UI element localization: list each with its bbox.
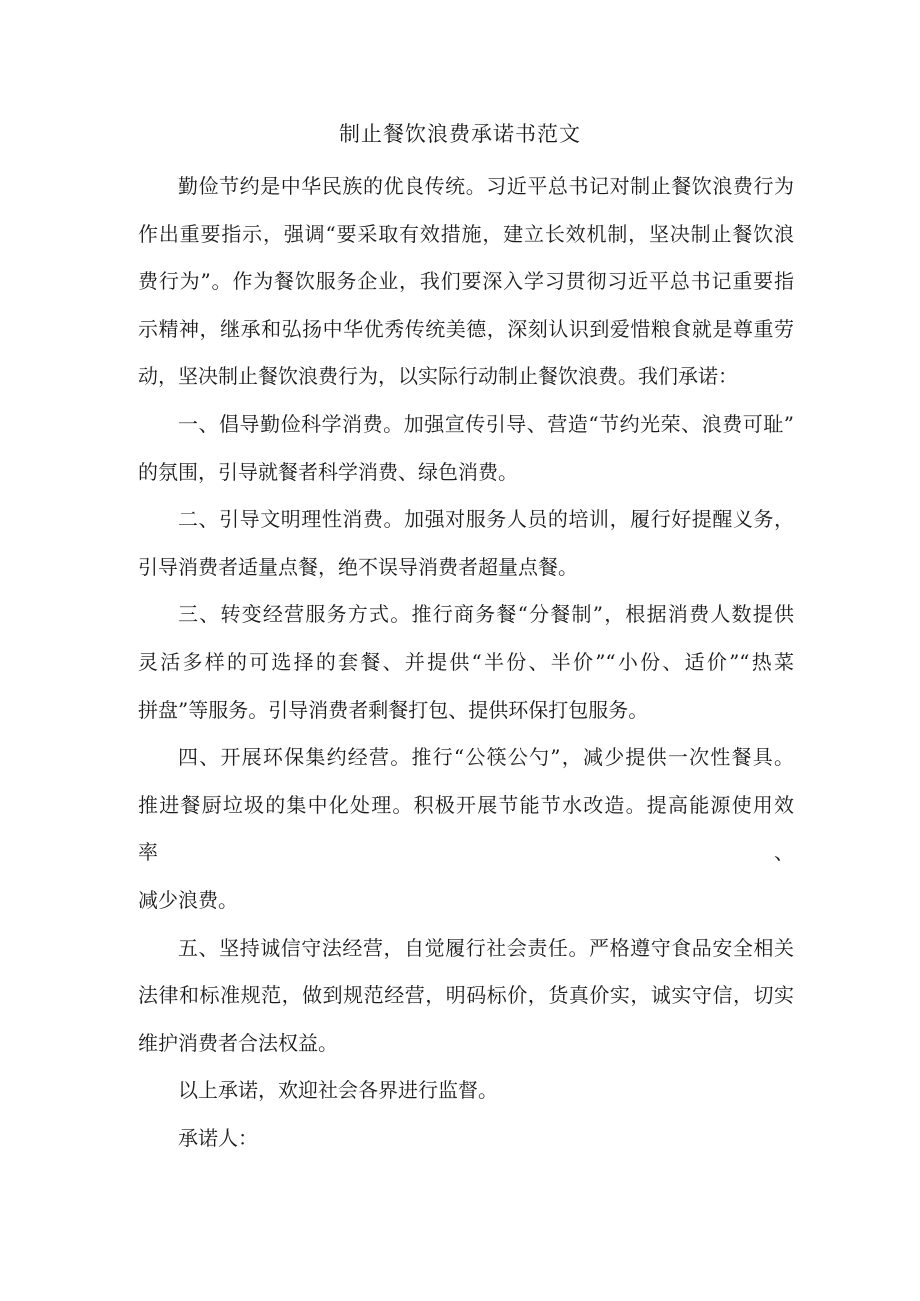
text-line: 拼盘”等服务。引导消费者剩餐打包、提供环保打包服务。 bbox=[138, 697, 649, 722]
text-line: 维护消费者合法权益。 bbox=[138, 1030, 338, 1055]
text-line: 推进餐厨垃圾的集中化处理。积极开展节能节水改造。提高能源使用效率、 bbox=[138, 792, 794, 865]
text-line: 二、引导文明理性消费。加强对服务人员的培训，履行好提醒义务， bbox=[178, 507, 794, 532]
text-line: 的氛围，引导就餐者科学消费、绿色消费。 bbox=[138, 459, 518, 484]
paragraph-item-2 bbox=[138, 496, 794, 591]
text-line: 灵活多样的可选择的套餐、并提供“半份、半价”“小份、适价”“热菜 bbox=[138, 649, 794, 674]
text-line: 法律和标准规范，做到规范经营，明码标价，货真价实，诚实守信，切实 bbox=[138, 983, 794, 1008]
paragraph-item-1 bbox=[138, 401, 794, 496]
text-line: 动，坚决制止餐饮浪费行为，以实际行动制止餐饮浪费。我们承诺： bbox=[138, 364, 738, 389]
text-line: 四、开展环保集约经营。推行“公筷公勺”，减少提供一次性餐具。 bbox=[178, 745, 794, 770]
text-line: 一、倡导勤俭科学消费。加强宣传引导、营造“节约光荣、浪费可耻” bbox=[178, 411, 794, 436]
text-line: 五、坚持诚信守法经营，自觉履行社会责任。严格遵守食品安全相关 bbox=[178, 935, 794, 960]
paragraph-intro bbox=[138, 163, 794, 401]
text-line: 引导消费者适量点餐，绝不误导消费者超量点餐。 bbox=[138, 554, 578, 579]
text-line: 三、转变经营服务方式。推行商务餐“分餐制”，根据消费人数提供 bbox=[178, 602, 794, 627]
text-line: 费行为”。作为餐饮服务企业，我们要深入学习贯彻习近平总书记重要指 bbox=[138, 269, 794, 294]
document-body bbox=[138, 163, 794, 1162]
text-line: 作出重要指示，强调“要采取有效措施，建立长效机制，坚决制止餐饮浪 bbox=[138, 221, 794, 246]
paragraph-signatory bbox=[138, 1115, 794, 1163]
text-line: 勤俭节约是中华民族的优良传统。习近平总书记对制止餐饮浪费行为 bbox=[178, 174, 794, 198]
paragraph-item-3 bbox=[138, 591, 794, 734]
text-line: 以上承诺，欢迎社会各界进行监督。 bbox=[178, 1078, 498, 1103]
signatory-label: 承诺人： bbox=[178, 1125, 258, 1150]
document-title: 制止餐饮浪费承诺书范文 bbox=[339, 122, 581, 146]
paragraph-item-5 bbox=[138, 925, 794, 1068]
text-line: 示精神，继承和弘扬中华优秀传统美德，深刻认识到爱惜粮食就是尊重劳 bbox=[138, 316, 794, 341]
paragraph-closing bbox=[138, 1067, 794, 1115]
paragraph-item-4 bbox=[138, 734, 794, 924]
text-line: 减少浪费。 bbox=[138, 887, 238, 912]
